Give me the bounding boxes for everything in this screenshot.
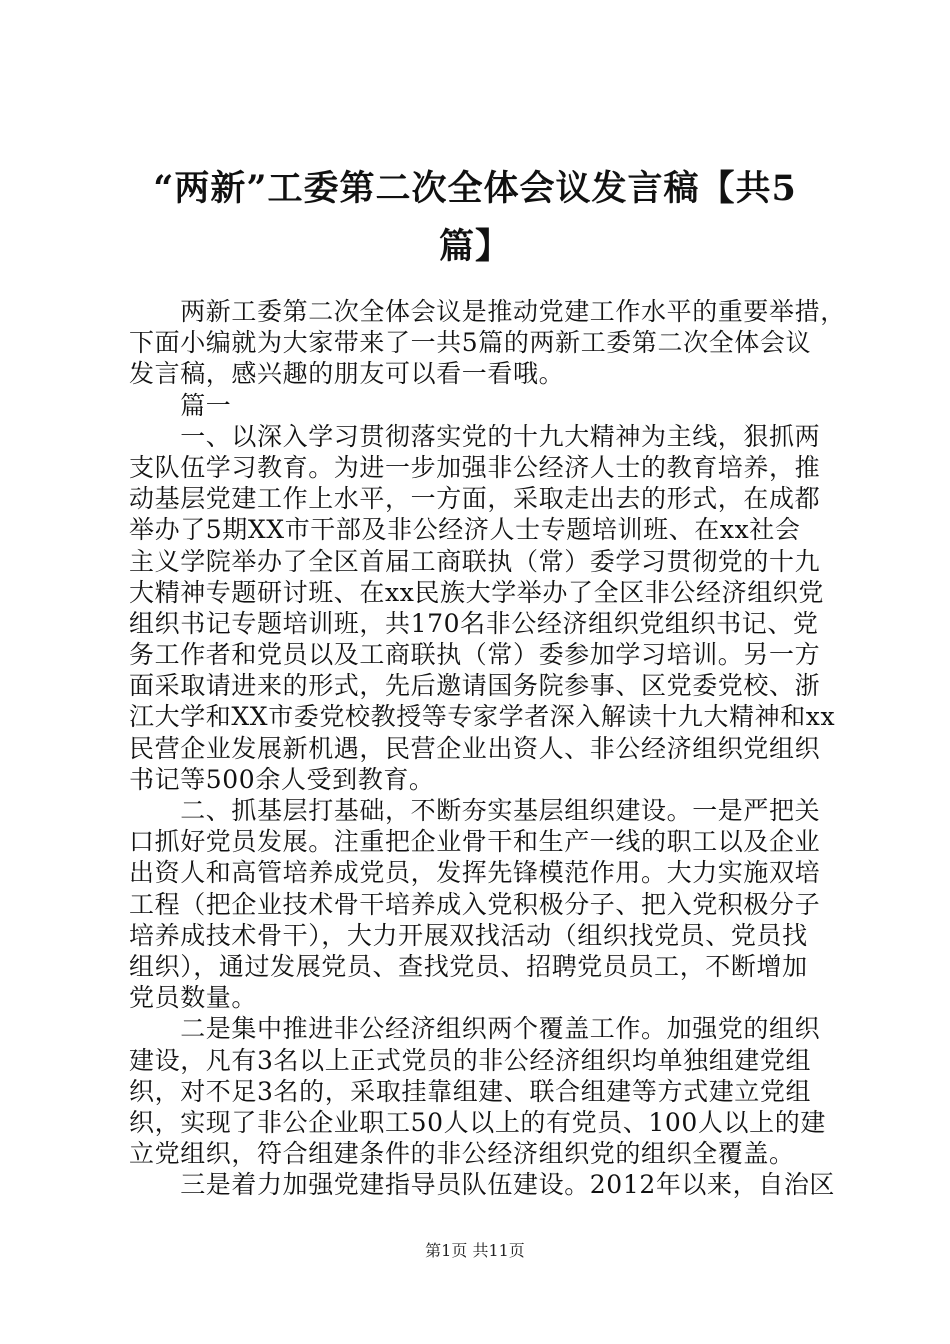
text-line: 务工作者和党员以及工商联执（常）委参加学习培训。另一方 bbox=[129, 640, 821, 670]
page-number-label: 第1页 共11页 bbox=[425, 1241, 525, 1260]
text-line: 书记等500余人受到教育。 bbox=[129, 764, 435, 794]
text-line: 二是集中推进非公经济组织两个覆盖工作。加强党的组织 bbox=[129, 1014, 821, 1044]
text-line: 一、以深入学习贯彻落实党的十九大精神为主线，狠抓两 bbox=[129, 421, 821, 451]
text-line: 民营企业发展新机遇，民营企业出资人、非公经济组织党组织 bbox=[129, 733, 821, 763]
text-line: 主义学院举办了全区首届工商联执（常）委学习贯彻党的十九 bbox=[129, 546, 821, 576]
text-line: 立党组织，符合组建条件的非公经济组织党的组织全覆盖。 bbox=[129, 1139, 795, 1169]
text-line: 大精神专题研讨班、在xx民族大学举办了全区非公经济组织党 bbox=[129, 577, 825, 607]
text-line: 篇一 bbox=[129, 390, 232, 420]
text-line: 织，对不足3名的，采取挂靠组建、联合组建等方式建立党组 bbox=[129, 1076, 812, 1106]
document-title bbox=[120, 160, 830, 276]
text-line: 支队伍学习教育。为进一步加强非公经济人士的教育培养，推 bbox=[129, 452, 821, 482]
document-body bbox=[129, 296, 846, 1200]
text-line: 面采取请进来的形式，先后邀请国务院参事、区党委党校、浙 bbox=[129, 671, 821, 701]
page-footer bbox=[0, 1240, 950, 1262]
text-line: 动基层党建工作上水平，一方面，采取走出去的形式，在成都 bbox=[129, 484, 821, 514]
text-line: 江大学和XX市委党校教授等专家学者深入解读十九大精神和xx bbox=[129, 702, 836, 732]
text-line: 下面小编就为大家带来了一共5篇的两新工委第二次全体会议 bbox=[129, 328, 812, 358]
text-line: 举办了5期XX市干部及非公经济人士专题培训班、在xx社会 bbox=[129, 515, 801, 545]
text-line: 党员数量。 bbox=[129, 983, 258, 1013]
text-line: 出资人和高管培养成党员，发挥先锋模范作用。大力实施双培 bbox=[129, 858, 821, 888]
document-title-line-2: 篇】 bbox=[438, 226, 511, 267]
text-line: 两新工委第二次全体会议是推动党建工作水平的重要举措， bbox=[129, 297, 846, 326]
text-line: 二、抓基层打基础，不断夯实基层组织建设。一是严把关 bbox=[129, 796, 821, 825]
text-line: 三是着力加强党建指导员队伍建设。2012年以来，自治区 bbox=[129, 1170, 836, 1200]
text-line: 建设，凡有3名以上正式党员的非公经济组织均单独组建党组 bbox=[129, 1045, 812, 1075]
text-line: 口抓好党员发展。注重把企业骨干和生产一线的职工以及企业 bbox=[129, 827, 821, 857]
document-title-line-1: “两新”工委第二次全体会议发言稿【共5 bbox=[153, 168, 797, 209]
text-line: 发言稿，感兴趣的朋友可以看一看哦。 bbox=[129, 359, 565, 389]
text-line: 组织），通过发展党员、查找党员、招聘党员员工，不断增加 bbox=[129, 951, 808, 981]
text-line: 培养成技术骨干），大力开展双找活动（组织找党员、党员找 bbox=[129, 920, 808, 950]
text-line: 组织书记专题培训班，共170名非公经济组织党组织书记、党 bbox=[129, 608, 819, 638]
text-line: 工程（把企业技术骨干培养成入党积极分子、把入党积极分子 bbox=[129, 889, 821, 919]
text-line: 织，实现了非公企业职工50人以上的有党员、100人以上的建 bbox=[129, 1107, 826, 1137]
